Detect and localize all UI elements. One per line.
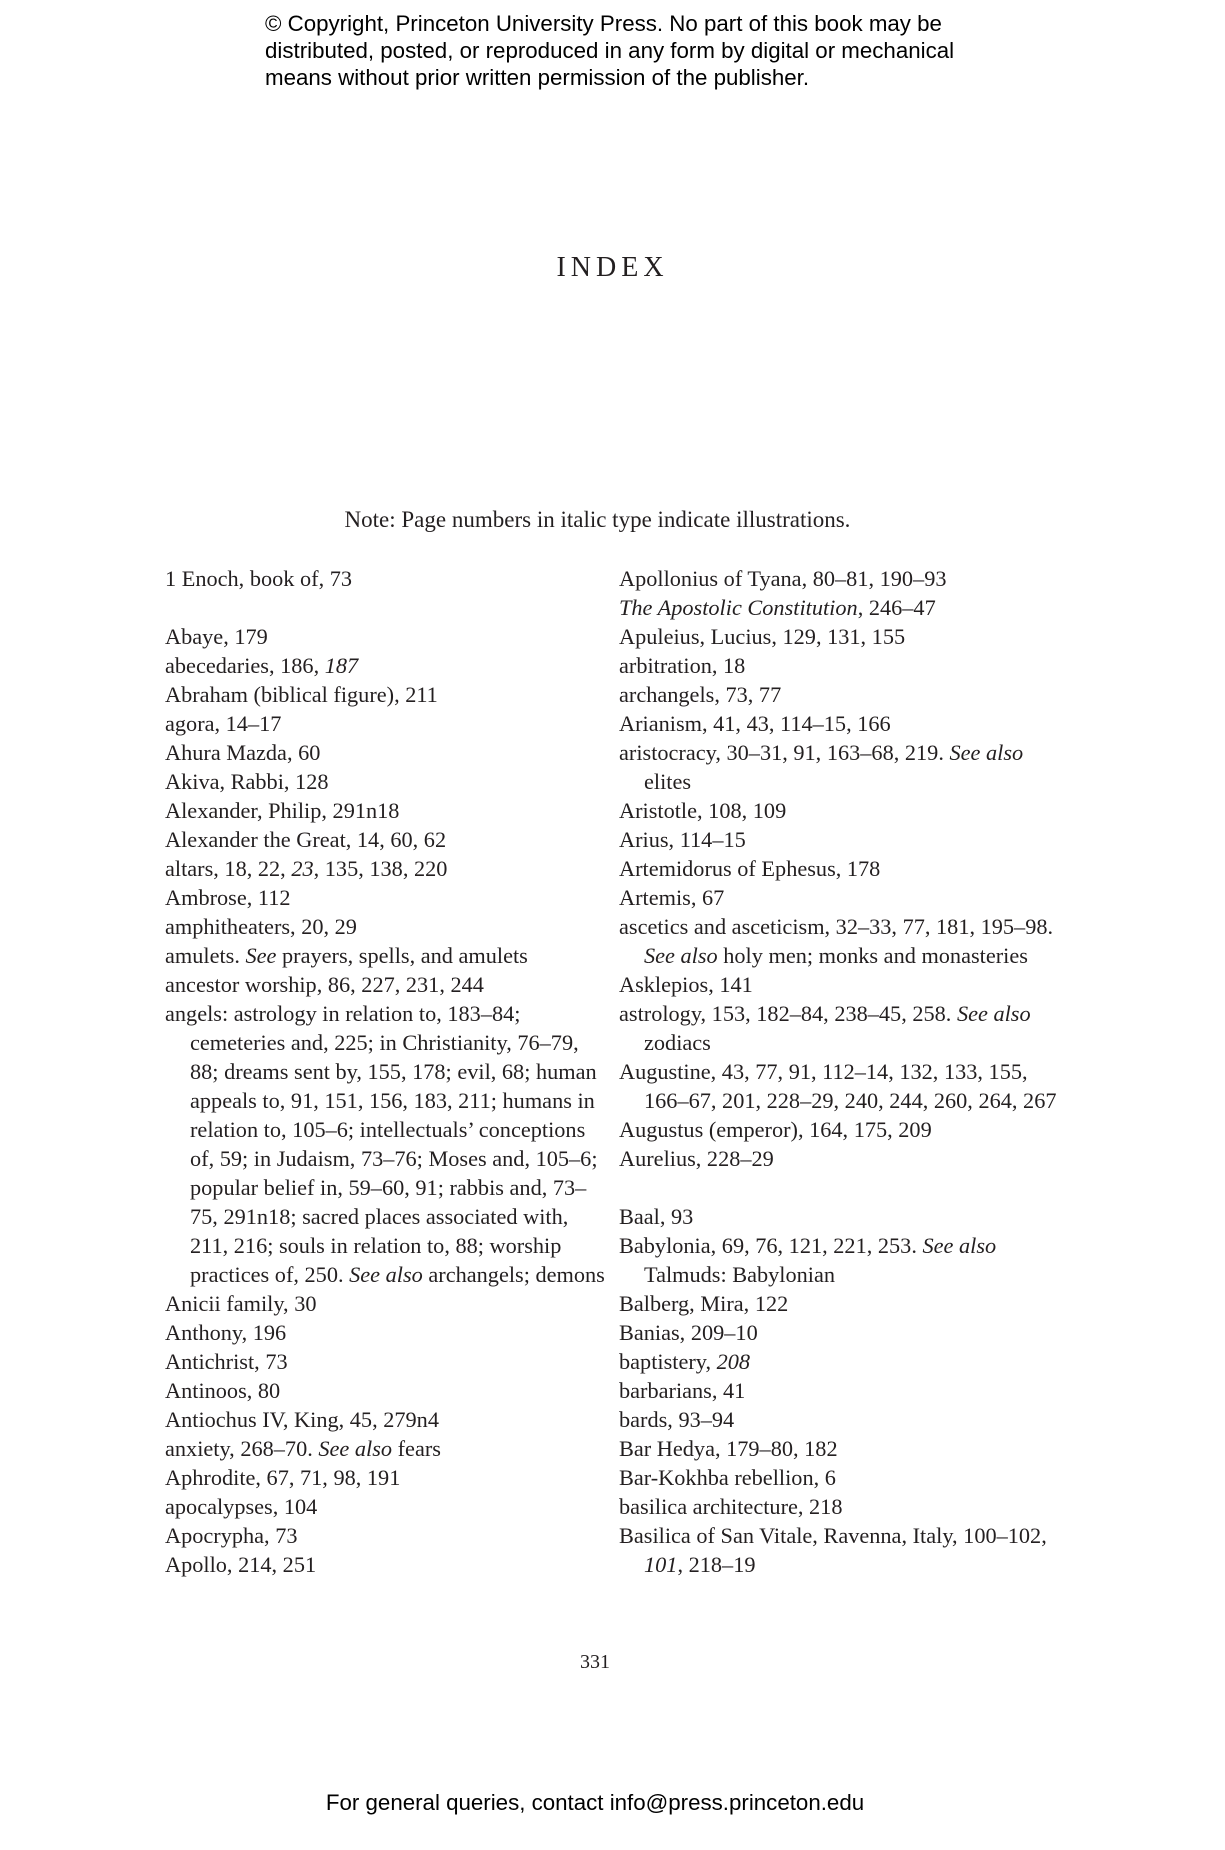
index-entry-text: Alexander, Philip, 291n18	[165, 798, 400, 823]
index-entry	[619, 1405, 1069, 1434]
index-entry	[619, 1434, 1069, 1463]
index-entry-text: , 218–19	[677, 1552, 756, 1577]
page-number: 331	[580, 1651, 610, 1673]
index-entry	[165, 1492, 605, 1521]
index-entry	[619, 1521, 1069, 1579]
index-entry-text: Asklepios, 141	[619, 972, 753, 997]
index-entry	[619, 912, 1069, 970]
index-entry-text: Talmuds: Babylonian	[644, 1262, 836, 1287]
index-entry-text: Apollo, 214, 251	[165, 1552, 317, 1577]
index-entry-text: Antiochus IV, King, 45, 279n4	[165, 1407, 439, 1432]
index-entry	[619, 796, 1069, 825]
index-entry	[165, 796, 605, 825]
index-entry	[619, 854, 1069, 883]
index-entry	[619, 1289, 1069, 1318]
index-entry	[165, 1318, 605, 1347]
copyright-notice	[265, 10, 1025, 91]
index-entry	[619, 1376, 1069, 1405]
index-entry	[165, 854, 605, 883]
footer-contact: For general queries, contact info@press.princeton.edu	[325, 1790, 865, 1815]
index-entry-text: Ahura Mazda, 60	[165, 740, 321, 765]
index-entry	[165, 1521, 605, 1550]
index-entry-text: Alexander the Great, 14, 60, 62	[165, 827, 447, 852]
index-entry-italic: 208	[716, 1349, 751, 1374]
index-entry	[619, 999, 1069, 1057]
index-entry	[165, 767, 605, 796]
index-entry	[619, 738, 1069, 796]
index-entry-text: apocalypses, 104	[165, 1494, 318, 1519]
index-entry-text: Akiva, Rabbi, 128	[165, 769, 329, 794]
index-entry	[165, 680, 605, 709]
index-entry-text: ancestor worship, 86, 227, 231, 244	[165, 972, 484, 997]
index-entry-italic: See	[245, 943, 277, 968]
index-entry	[619, 680, 1069, 709]
index-entry	[619, 564, 1069, 593]
index-entry-text: Aristotle, 108, 109	[619, 798, 787, 823]
index-entry	[619, 1144, 1069, 1173]
index-entry	[165, 1463, 605, 1492]
index-entry	[619, 593, 1069, 622]
index-entry-text: fears	[392, 1436, 441, 1461]
index-entry	[619, 1492, 1069, 1521]
page-title: INDEX	[556, 252, 669, 283]
index-entry	[165, 970, 605, 999]
index-entry-text: abecedaries, 186,	[165, 653, 325, 678]
index-entry	[619, 651, 1069, 680]
index-entry	[619, 622, 1069, 651]
index-column-left	[165, 564, 605, 1579]
index-entry-text: Arianism, 41, 43, 114–15, 166	[619, 711, 891, 736]
index-entry-italic: See also	[644, 943, 718, 968]
index-entry-text: Artemidorus of Ephesus, 178	[619, 856, 881, 881]
index-entry-text: Bar-Kokhba rebellion, 6	[619, 1465, 836, 1490]
index-entry	[619, 1463, 1069, 1492]
index-entry	[165, 1347, 605, 1376]
index-entry-italic: 187	[324, 653, 359, 678]
index-entry-text: Balberg, Mira, 122	[619, 1291, 789, 1316]
index-entry-text: Apuleius, Lucius, 129, 131, 155	[619, 624, 906, 649]
index-entry	[165, 941, 605, 970]
index-column-right	[619, 564, 1069, 1579]
index-entry	[619, 1347, 1069, 1376]
index-entry-text: angels: astrology in relation to, 183–84; cemeteries and, 225; in Christianity, 76–79, 88; dreams sent by, 155, 178; evil, 68; human appeals to, 91, 151, 156, 183, 211; humans in relation to, 105–6; intellectuals’ conceptions of, 59; in Judaism, 73–76; Moses and, 105–6; popular belief in, 59–60, 91; rabbis and, 73–75, 291n18; sacred places associated with, 211, 216; souls in relation to, 88; worship practices of, 250.	[165, 1001, 598, 1287]
index-entry-text: Baal, 93	[619, 1204, 694, 1229]
index-entry	[165, 622, 605, 651]
index-entry	[165, 999, 605, 1289]
index-entry	[619, 1318, 1069, 1347]
index-entry-text: Bar Hedya, 179–80, 182	[619, 1436, 838, 1461]
index-entry	[165, 1376, 605, 1405]
index-entry-text: Antinoos, 80	[165, 1378, 281, 1403]
index-entry	[165, 709, 605, 738]
index-entry	[165, 651, 605, 680]
index-entry-text: Aurelius, 228–29	[619, 1146, 774, 1171]
index-entry	[619, 709, 1069, 738]
index-entry-text: bards, 93–94	[619, 1407, 735, 1432]
index-entry-text: Anthony, 196	[165, 1320, 287, 1345]
index-entry-italic: See also	[349, 1262, 423, 1287]
index-entry-text: Apollonius of Tyana, 80–81, 190–93	[619, 566, 947, 591]
index-entry-text: holy men; monks and monasteries	[717, 943, 1028, 968]
index-entry-text: , 246–47	[857, 595, 936, 620]
index-entry-text: basilica architecture, 218	[619, 1494, 843, 1519]
index-entry-text: Augustus (emperor), 164, 175, 209	[619, 1117, 932, 1142]
index-entry-text: 1 Enoch, book of, 73	[165, 566, 353, 591]
index-entry-italic: See also	[956, 1001, 1031, 1026]
index-entry-text: arbitration, 18	[619, 653, 746, 678]
index-entry-text: Antichrist, 73	[165, 1349, 288, 1374]
index-entry	[619, 1202, 1069, 1231]
index-entry-italic: 23	[291, 856, 314, 881]
index-entry-text: amulets.	[165, 943, 246, 968]
index-entry-text: altars, 18, 22,	[165, 856, 292, 881]
index-entry-text: Banias, 209–10	[619, 1320, 758, 1345]
index-entry-text: prayers, spells, and amulets	[276, 943, 528, 968]
index-entry-text: Babylonia, 69, 76, 121, 221, 253.	[619, 1233, 923, 1258]
index-entry	[619, 883, 1069, 912]
index-entry	[165, 1434, 605, 1463]
index-entry-text: Augustine, 43, 77, 91, 112–14, 132, 133, 155, 166–67, 201, 228–29, 240, 244, 260, 264, 267	[619, 1059, 1057, 1113]
index-entry-text: Anicii family, 30	[165, 1291, 317, 1316]
index-entry-text: Abraham (biblical figure), 211	[165, 682, 438, 707]
index-entry-text: Ambrose, 112	[165, 885, 291, 910]
index-entry-text: zodiacs	[644, 1030, 711, 1055]
index-note: Note: Page numbers in italic type indicate illustrations.	[344, 507, 851, 532]
index-entry-text: Abaye, 179	[165, 624, 268, 649]
index-entry-text: Apocrypha, 73	[165, 1523, 298, 1548]
index-entry	[165, 1550, 605, 1579]
index-entry-text: baptistery,	[619, 1349, 717, 1374]
copyright-line: means without prior written permission of the publisher.	[265, 65, 810, 90]
index-entry-text: Basilica of San Vitale, Ravenna, Italy, 100–102,	[619, 1523, 1047, 1548]
index-entry-text: archangels; demons	[422, 1262, 605, 1287]
index-entry-italic: See also	[318, 1436, 393, 1461]
index-entry-text: astrology, 153, 182–84, 238–45, 258.	[619, 1001, 957, 1026]
index-entry-text: barbarians, 41	[619, 1378, 746, 1403]
index-entry-text: archangels, 73, 77	[619, 682, 782, 707]
index-entry-text: amphitheaters, 20, 29	[165, 914, 357, 939]
index-entry-text: elites	[644, 769, 692, 794]
index-entry-text: Artemis, 67	[619, 885, 725, 910]
index-entry	[619, 1231, 1069, 1289]
index-entry	[619, 1115, 1069, 1144]
index-entry-text: anxiety, 268–70.	[165, 1436, 319, 1461]
index-entry	[619, 1057, 1069, 1115]
index-entry	[165, 738, 605, 767]
index-entry-text: ascetics and asceticism, 32–33, 77, 181, 195–98.	[619, 914, 1054, 939]
index-entry-text: agora, 14–17	[165, 711, 282, 736]
index-entry-text: Aphrodite, 67, 71, 98, 191	[165, 1465, 401, 1490]
index-entry	[165, 883, 605, 912]
index-entry-italic: The Apostolic Constitution	[619, 595, 858, 620]
index-entry-italic: 101	[644, 1552, 678, 1577]
index-entry-italic: See also	[922, 1233, 997, 1258]
index-entry	[165, 1289, 605, 1318]
index-entry	[165, 912, 605, 941]
index-entry-italic: See also	[949, 740, 1024, 765]
index-entry	[165, 564, 605, 593]
index-entry-text: aristocracy, 30–31, 91, 163–68, 219.	[619, 740, 950, 765]
index-entry	[619, 970, 1069, 999]
copyright-line: distributed, posted, or reproduced in any form by digital or mechanical	[265, 38, 955, 63]
index-entry	[619, 825, 1069, 854]
index-entry-text: , 135, 138, 220	[313, 856, 448, 881]
copyright-line: © Copyright, Princeton University Press. No part of this book may be	[265, 11, 942, 36]
index-entry-text: Arius, 114–15	[619, 827, 746, 852]
index-entry	[165, 1405, 605, 1434]
index-entry	[165, 825, 605, 854]
